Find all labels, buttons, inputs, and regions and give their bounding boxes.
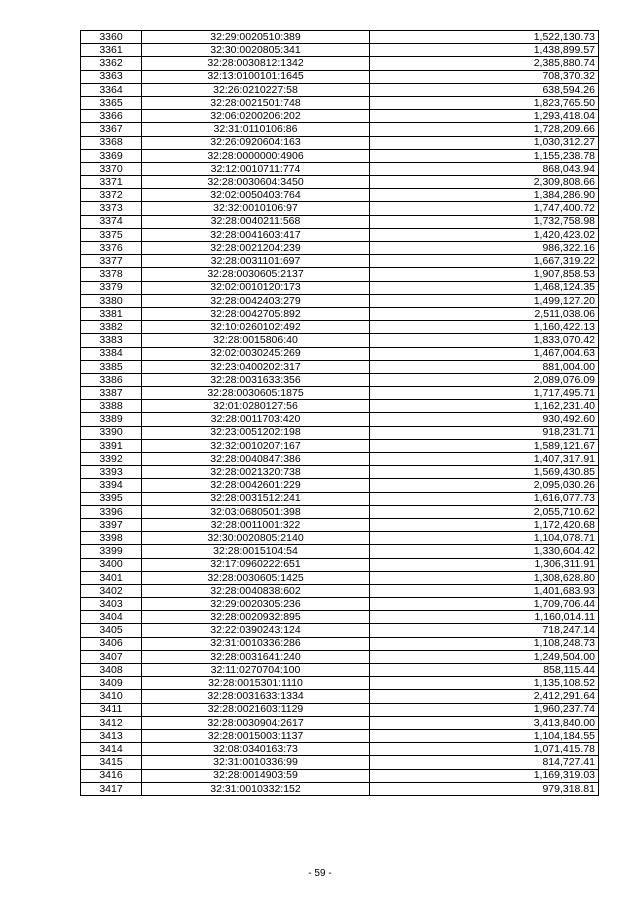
cadastral-number-cell: 32:10:0260102:492	[142, 321, 370, 334]
row-number-cell: 3416	[81, 769, 142, 782]
table-row	[81, 268, 599, 281]
cadastral-value-cell: 638,594.26	[370, 83, 599, 96]
table-row	[81, 729, 599, 742]
row-number-cell: 3360	[81, 31, 142, 44]
cadastral-number-cell: 32:28:0030812:1342	[142, 57, 370, 70]
table-body	[81, 31, 599, 796]
cadastral-value-cell: 1,407,317.91	[370, 453, 599, 466]
cadastral-number-cell: 32:28:0011703:420	[142, 413, 370, 426]
row-number-cell: 3397	[81, 518, 142, 531]
row-number-cell: 3399	[81, 545, 142, 558]
cadastral-number-cell: 32:28:0031641:240	[142, 650, 370, 663]
cadastral-value-cell: 1,306,311.91	[370, 558, 599, 571]
cadastral-number-cell: 32:28:0021501:748	[142, 96, 370, 109]
table-row	[81, 70, 599, 83]
row-number-cell: 3378	[81, 268, 142, 281]
row-number-cell: 3364	[81, 83, 142, 96]
cadastral-number-cell: 32:28:0021603:1129	[142, 703, 370, 716]
cadastral-value-cell: 1,833,070.42	[370, 334, 599, 347]
cadastral-value-cell: 918,231.71	[370, 426, 599, 439]
parcel-value-table	[80, 30, 599, 796]
cadastral-value-cell: 1,135,108.52	[370, 677, 599, 690]
table-row	[81, 373, 599, 386]
table-row	[81, 215, 599, 228]
table-row	[81, 31, 599, 44]
cadastral-value-cell: 1,569,430.85	[370, 466, 599, 479]
cadastral-value-cell: 1,732,758.98	[370, 215, 599, 228]
cadastral-value-cell: 1,030,312.27	[370, 136, 599, 149]
cadastral-value-cell: 1,104,078.71	[370, 532, 599, 545]
cadastral-number-cell: 32:28:0000000:4906	[142, 149, 370, 162]
cadastral-number-cell: 32:03:0680501:398	[142, 505, 370, 518]
row-number-cell: 3400	[81, 558, 142, 571]
table-row	[81, 360, 599, 373]
cadastral-value-cell: 1,960,237.74	[370, 703, 599, 716]
row-number-cell: 3401	[81, 571, 142, 584]
cadastral-value-cell: 2,412,291.64	[370, 690, 599, 703]
cadastral-value-cell: 3,413,840.00	[370, 716, 599, 729]
table-row	[81, 281, 599, 294]
cadastral-number-cell: 32:28:0011001:322	[142, 518, 370, 531]
row-number-cell: 3375	[81, 228, 142, 241]
table-row	[81, 307, 599, 320]
row-number-cell: 3412	[81, 716, 142, 729]
table-row	[81, 664, 599, 677]
table-row	[81, 162, 599, 175]
row-number-cell: 3376	[81, 242, 142, 255]
row-number-cell: 3367	[81, 123, 142, 136]
row-number-cell: 3389	[81, 413, 142, 426]
row-number-cell: 3414	[81, 743, 142, 756]
cadastral-value-cell: 1,747,400.72	[370, 202, 599, 215]
row-number-cell: 3406	[81, 637, 142, 650]
cadastral-number-cell: 32:12:0010711:774	[142, 162, 370, 175]
cadastral-number-cell: 32:28:0031512:241	[142, 492, 370, 505]
cadastral-number-cell: 32:28:0021204:239	[142, 242, 370, 255]
table-row	[81, 545, 599, 558]
cadastral-value-cell: 1,104,184.55	[370, 729, 599, 742]
table-row	[81, 123, 599, 136]
table-row	[81, 294, 599, 307]
cadastral-value-cell: 1,401,683.93	[370, 584, 599, 597]
table-row	[81, 255, 599, 268]
row-number-cell: 3380	[81, 294, 142, 307]
row-number-cell: 3404	[81, 611, 142, 624]
row-number-cell: 3368	[81, 136, 142, 149]
cadastral-number-cell: 32:28:0015104:54	[142, 545, 370, 558]
table-row	[81, 136, 599, 149]
cadastral-number-cell: 32:30:0020805:2140	[142, 532, 370, 545]
cadastral-number-cell: 32:28:0042601:229	[142, 479, 370, 492]
table-row	[81, 624, 599, 637]
row-number-cell: 3413	[81, 729, 142, 742]
cadastral-number-cell: 32:31:0010336:99	[142, 756, 370, 769]
row-number-cell: 3363	[81, 70, 142, 83]
table-row	[81, 96, 599, 109]
cadastral-number-cell: 32:13:0100101:1645	[142, 70, 370, 83]
table-row	[81, 532, 599, 545]
table-row	[81, 387, 599, 400]
cadastral-value-cell: 1,108,248.73	[370, 637, 599, 650]
cadastral-number-cell: 32:28:0042403:279	[142, 294, 370, 307]
cadastral-number-cell: 32:28:0040847:386	[142, 453, 370, 466]
row-number-cell: 3390	[81, 426, 142, 439]
cadastral-number-cell: 32:28:0030605:1425	[142, 571, 370, 584]
cadastral-value-cell: 1,162,231.40	[370, 400, 599, 413]
cadastral-number-cell: 32:23:0400202:317	[142, 360, 370, 373]
row-number-cell: 3361	[81, 44, 142, 57]
cadastral-number-cell: 32:31:0010332:152	[142, 782, 370, 795]
row-number-cell: 3372	[81, 189, 142, 202]
row-number-cell: 3410	[81, 690, 142, 703]
table-row	[81, 149, 599, 162]
cadastral-number-cell: 32:28:0015003:1137	[142, 729, 370, 742]
cadastral-value-cell: 1,589,121.67	[370, 439, 599, 452]
row-number-cell: 3388	[81, 400, 142, 413]
cadastral-value-cell: 2,511,038.06	[370, 307, 599, 320]
row-number-cell: 3379	[81, 281, 142, 294]
row-number-cell: 3405	[81, 624, 142, 637]
table-row	[81, 453, 599, 466]
table-row	[81, 782, 599, 795]
cadastral-number-cell: 32:28:0030904:2617	[142, 716, 370, 729]
table-row	[81, 611, 599, 624]
cadastral-value-cell: 1,071,415.78	[370, 743, 599, 756]
cadastral-value-cell: 868,043.94	[370, 162, 599, 175]
row-number-cell: 3366	[81, 110, 142, 123]
cadastral-value-cell: 1,499,127.20	[370, 294, 599, 307]
cadastral-number-cell: 32:28:0020932:895	[142, 611, 370, 624]
cadastral-value-cell: 1,249,504.00	[370, 650, 599, 663]
row-number-cell: 3374	[81, 215, 142, 228]
cadastral-value-cell: 1,155,238.78	[370, 149, 599, 162]
cadastral-number-cell: 32:28:0031633:1334	[142, 690, 370, 703]
cadastral-number-cell: 32:28:0030605:2137	[142, 268, 370, 281]
cadastral-number-cell: 32:28:0042705:892	[142, 307, 370, 320]
cadastral-number-cell: 32:32:0010207:167	[142, 439, 370, 452]
cadastral-number-cell: 32:28:0014903:59	[142, 769, 370, 782]
row-number-cell: 3386	[81, 373, 142, 386]
cadastral-number-cell: 32:29:0020510:389	[142, 31, 370, 44]
cadastral-value-cell: 2,055,710.62	[370, 505, 599, 518]
cadastral-value-cell: 708,370.32	[370, 70, 599, 83]
cadastral-number-cell: 32:28:0030604:3450	[142, 176, 370, 189]
table-row	[81, 83, 599, 96]
row-number-cell: 3415	[81, 756, 142, 769]
cadastral-number-cell: 32:17:0960222:651	[142, 558, 370, 571]
cadastral-value-cell: 1,522,130.73	[370, 31, 599, 44]
cadastral-value-cell: 1,160,014.11	[370, 611, 599, 624]
cadastral-value-cell: 1,728,209.66	[370, 123, 599, 136]
row-number-cell: 3395	[81, 492, 142, 505]
row-number-cell: 3383	[81, 334, 142, 347]
table-row	[81, 650, 599, 663]
row-number-cell: 3385	[81, 360, 142, 373]
cadastral-value-cell: 2,385,880.74	[370, 57, 599, 70]
cadastral-value-cell: 1,169,319.03	[370, 769, 599, 782]
row-number-cell: 3402	[81, 584, 142, 597]
cadastral-value-cell: 1,468,124.35	[370, 281, 599, 294]
cadastral-value-cell: 881,004.00	[370, 360, 599, 373]
table-row	[81, 690, 599, 703]
cadastral-number-cell: 32:28:0015301:1110	[142, 677, 370, 690]
cadastral-value-cell: 979,318.81	[370, 782, 599, 795]
row-number-cell: 3365	[81, 96, 142, 109]
table-row	[81, 518, 599, 531]
cadastral-value-cell: 2,095,030.26	[370, 479, 599, 492]
cadastral-value-cell: 1,330,604.42	[370, 545, 599, 558]
cadastral-number-cell: 32:11:0270704:100	[142, 664, 370, 677]
row-number-cell: 3391	[81, 439, 142, 452]
cadastral-value-cell: 1,160,422.13	[370, 321, 599, 334]
cadastral-value-cell: 814,727.41	[370, 756, 599, 769]
table-row	[81, 703, 599, 716]
cadastral-number-cell: 32:28:0021320:738	[142, 466, 370, 479]
cadastral-number-cell: 32:02:0030245:269	[142, 347, 370, 360]
row-number-cell: 3417	[81, 782, 142, 795]
cadastral-number-cell: 32:28:0040838:602	[142, 584, 370, 597]
table-row	[81, 189, 599, 202]
row-number-cell: 3382	[81, 321, 142, 334]
cadastral-value-cell: 1,308,628.80	[370, 571, 599, 584]
cadastral-number-cell: 32:26:0210227:58	[142, 83, 370, 96]
table-row	[81, 110, 599, 123]
table-row	[81, 756, 599, 769]
cadastral-number-cell: 32:28:0031101:697	[142, 255, 370, 268]
row-number-cell: 3409	[81, 677, 142, 690]
cadastral-value-cell: 1,438,899.57	[370, 44, 599, 57]
table-row	[81, 637, 599, 650]
table-row	[81, 57, 599, 70]
row-number-cell: 3377	[81, 255, 142, 268]
table-row	[81, 558, 599, 571]
cadastral-number-cell: 32:28:0030605:1875	[142, 387, 370, 400]
table-row	[81, 439, 599, 452]
cadastral-value-cell: 1,709,706.44	[370, 598, 599, 611]
cadastral-number-cell: 32:06:0200206:202	[142, 110, 370, 123]
cadastral-number-cell: 32:30:0020805:341	[142, 44, 370, 57]
row-number-cell: 3408	[81, 664, 142, 677]
cadastral-value-cell: 2,089,076.09	[370, 373, 599, 386]
cadastral-number-cell: 32:22:0390243:124	[142, 624, 370, 637]
cadastral-value-cell: 718,247.14	[370, 624, 599, 637]
cadastral-number-cell: 32:08:0340163:73	[142, 743, 370, 756]
cadastral-value-cell: 1,172,420.68	[370, 518, 599, 531]
table-row	[81, 598, 599, 611]
row-number-cell: 3370	[81, 162, 142, 175]
cadastral-number-cell: 32:23:0051202:198	[142, 426, 370, 439]
cadastral-number-cell: 32:31:0010336:286	[142, 637, 370, 650]
cadastral-value-cell: 1,293,418.04	[370, 110, 599, 123]
table-row	[81, 334, 599, 347]
table-row	[81, 44, 599, 57]
table-row	[81, 228, 599, 241]
row-number-cell: 3396	[81, 505, 142, 518]
row-number-cell: 3369	[81, 149, 142, 162]
page-number: - 59 -	[308, 868, 332, 879]
table-row	[81, 321, 599, 334]
table-row	[81, 743, 599, 756]
row-number-cell: 3384	[81, 347, 142, 360]
row-number-cell: 3371	[81, 176, 142, 189]
cadastral-value-cell: 1,384,286.90	[370, 189, 599, 202]
cadastral-value-cell: 1,907,858.53	[370, 268, 599, 281]
table-row	[81, 466, 599, 479]
table-row	[81, 426, 599, 439]
row-number-cell: 3411	[81, 703, 142, 716]
row-number-cell: 3381	[81, 307, 142, 320]
table-row	[81, 413, 599, 426]
cadastral-value-cell: 930,492.60	[370, 413, 599, 426]
table-row	[81, 202, 599, 215]
table-row	[81, 400, 599, 413]
table-row	[81, 176, 599, 189]
cadastral-value-cell: 1,823,765.50	[370, 96, 599, 109]
row-number-cell: 3403	[81, 598, 142, 611]
cadastral-value-cell: 1,420,423.02	[370, 228, 599, 241]
cadastral-number-cell: 32:01:0280127:56	[142, 400, 370, 413]
cadastral-number-cell: 32:02:0050403:764	[142, 189, 370, 202]
row-number-cell: 3393	[81, 466, 142, 479]
row-number-cell: 3362	[81, 57, 142, 70]
cadastral-value-cell: 2,309,808.66	[370, 176, 599, 189]
cadastral-number-cell: 32:31:0110106:86	[142, 123, 370, 136]
cadastral-number-cell: 32:28:0040211:568	[142, 215, 370, 228]
row-number-cell: 3392	[81, 453, 142, 466]
row-number-cell: 3373	[81, 202, 142, 215]
table-row	[81, 584, 599, 597]
cadastral-number-cell: 32:28:0015806:40	[142, 334, 370, 347]
cadastral-number-cell: 32:32:0010106:97	[142, 202, 370, 215]
row-number-cell: 3398	[81, 532, 142, 545]
row-number-cell: 3394	[81, 479, 142, 492]
cadastral-number-cell: 32:26:0920604:163	[142, 136, 370, 149]
row-number-cell: 3387	[81, 387, 142, 400]
table-row	[81, 347, 599, 360]
row-number-cell: 3407	[81, 650, 142, 663]
cadastral-number-cell: 32:02:0010120:173	[142, 281, 370, 294]
table-row	[81, 677, 599, 690]
cadastral-number-cell: 32:28:0041603:417	[142, 228, 370, 241]
table-row	[81, 716, 599, 729]
cadastral-value-cell: 1,717,495.71	[370, 387, 599, 400]
table-row	[81, 242, 599, 255]
table-row	[81, 505, 599, 518]
table-row	[81, 479, 599, 492]
cadastral-value-cell: 858,115.44	[370, 664, 599, 677]
cadastral-value-cell: 1,667,319.22	[370, 255, 599, 268]
cadastral-value-cell: 986,322.16	[370, 242, 599, 255]
cadastral-value-cell: 1,616,077.73	[370, 492, 599, 505]
table-row	[81, 492, 599, 505]
cadastral-value-cell: 1,467,004.63	[370, 347, 599, 360]
cadastral-number-cell: 32:28:0031633:356	[142, 373, 370, 386]
cadastral-number-cell: 32:29:0020305:236	[142, 598, 370, 611]
table-row	[81, 571, 599, 584]
table-row	[81, 769, 599, 782]
